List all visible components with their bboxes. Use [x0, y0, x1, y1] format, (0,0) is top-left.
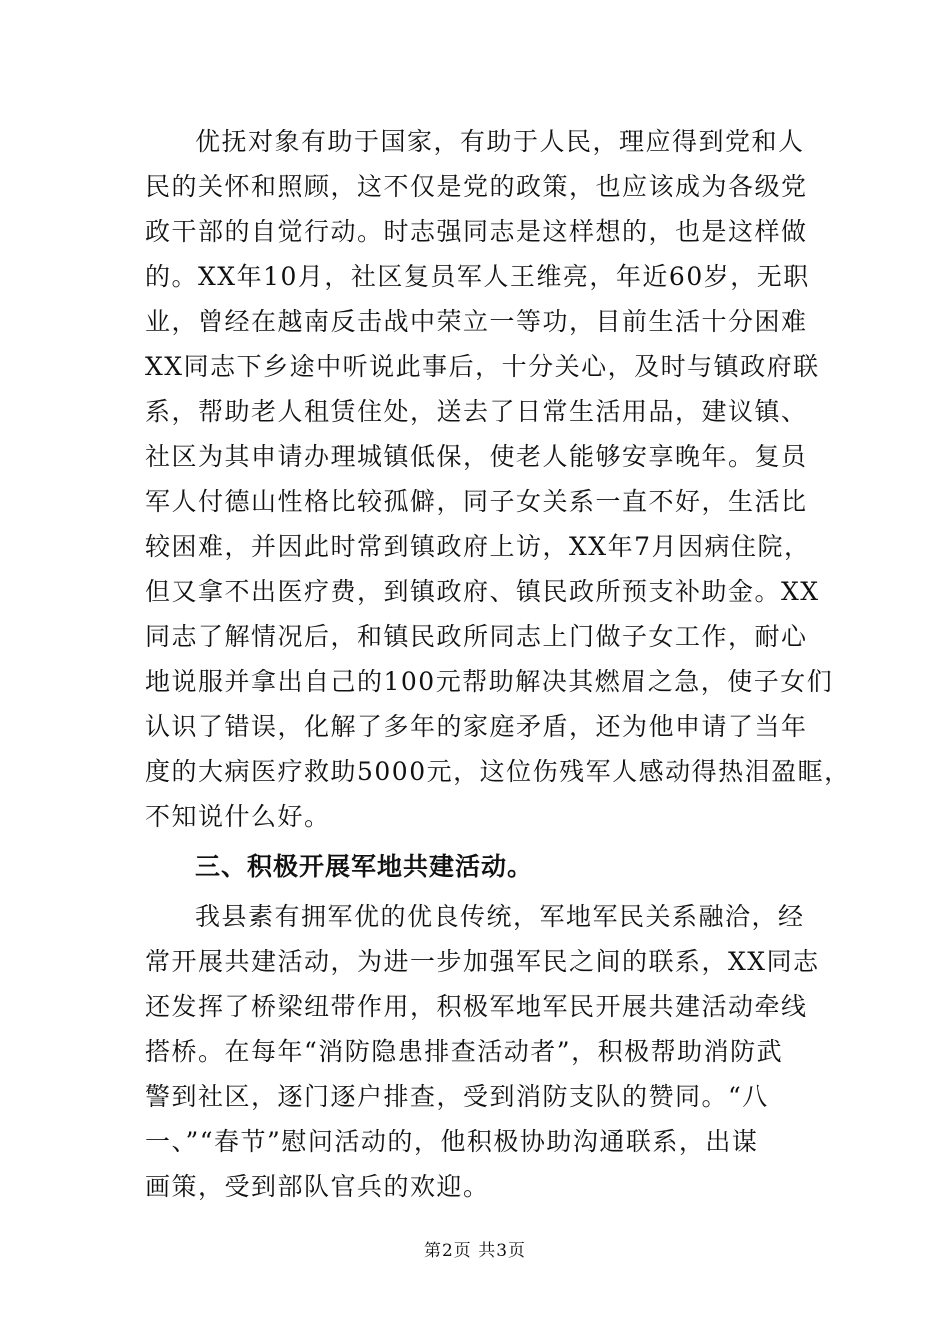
text-line: 我县素有拥军优的优良传统，军地军民关系融洽，经	[195, 902, 805, 931]
text-line: 不知说什么好。	[145, 802, 331, 831]
page-number: 第2页 共3页	[423, 1241, 527, 1261]
text-line: 度的大病医疗救助5000元，这位伤残军人感动得热泪盈眶，	[145, 757, 851, 786]
section-heading: 三、积极开展军地共建活动。	[195, 852, 534, 881]
text-line: 警到社区，逐门逐户排查，受到消防支队的赞同。“八	[145, 1082, 769, 1111]
text-line: 的。XX年10月，社区复员军人王维亮，年近60岁，无职	[145, 262, 810, 291]
text-line: 搭桥。在每年“消防隐患排查活动者”，积极帮助消防武	[145, 1037, 784, 1066]
text-line: 画策，受到部队官兵的欢迎。	[145, 1172, 490, 1201]
text-line: 同志了解情况后，和镇民政所同志上门做子女工作，耐心	[145, 622, 808, 651]
text-line: 社区为其申请办理城镇低保，使老人能够安享晚年。复员	[145, 442, 808, 471]
text-line: 较困难，并因此时常到镇政府上访，XX年7月因病住院，	[145, 532, 811, 561]
text-line: 政干部的自觉行动。时志强同志是这样想的，也是这样做	[145, 217, 808, 246]
text-line: 但又拿不出医疗费，到镇政府、镇民政所预支补助金。XX	[145, 577, 820, 606]
text-line: XX同志下乡途中听说此事后，十分关心，及时与镇政府联	[145, 352, 820, 381]
text-line: 优抚对象有助于国家，有助于人民，理应得到党和人	[195, 127, 805, 156]
text-line: 认识了错误，化解了多年的家庭矛盾，还为他申请了当年	[145, 712, 808, 741]
text-line: 军人付德山性格比较孤僻，同子女关系一直不好，生活比	[145, 487, 808, 516]
text-line: 民的关怀和照顾，这不仅是党的政策，也应该成为各级党	[145, 172, 808, 201]
text-line: 还发挥了桥梁纽带作用，积极军地军民开展共建活动牵线	[145, 992, 808, 1021]
text-line: 地说服并拿出自己的100元帮助解决其燃眉之急，使子女们	[145, 667, 834, 696]
text-line: 常开展共建活动，为进一步加强军民之间的联系，XX同志	[145, 947, 820, 976]
text-line: 业，曾经在越南反击战中荣立一等功，目前生活十分困难	[145, 307, 808, 336]
text-line: 一、”“春节”慰问活动的，他积极协助沟通联系，出谋	[145, 1127, 759, 1156]
text-line: 系，帮助老人租赁住处，送去了日常生活用品，建议镇、	[145, 397, 808, 426]
